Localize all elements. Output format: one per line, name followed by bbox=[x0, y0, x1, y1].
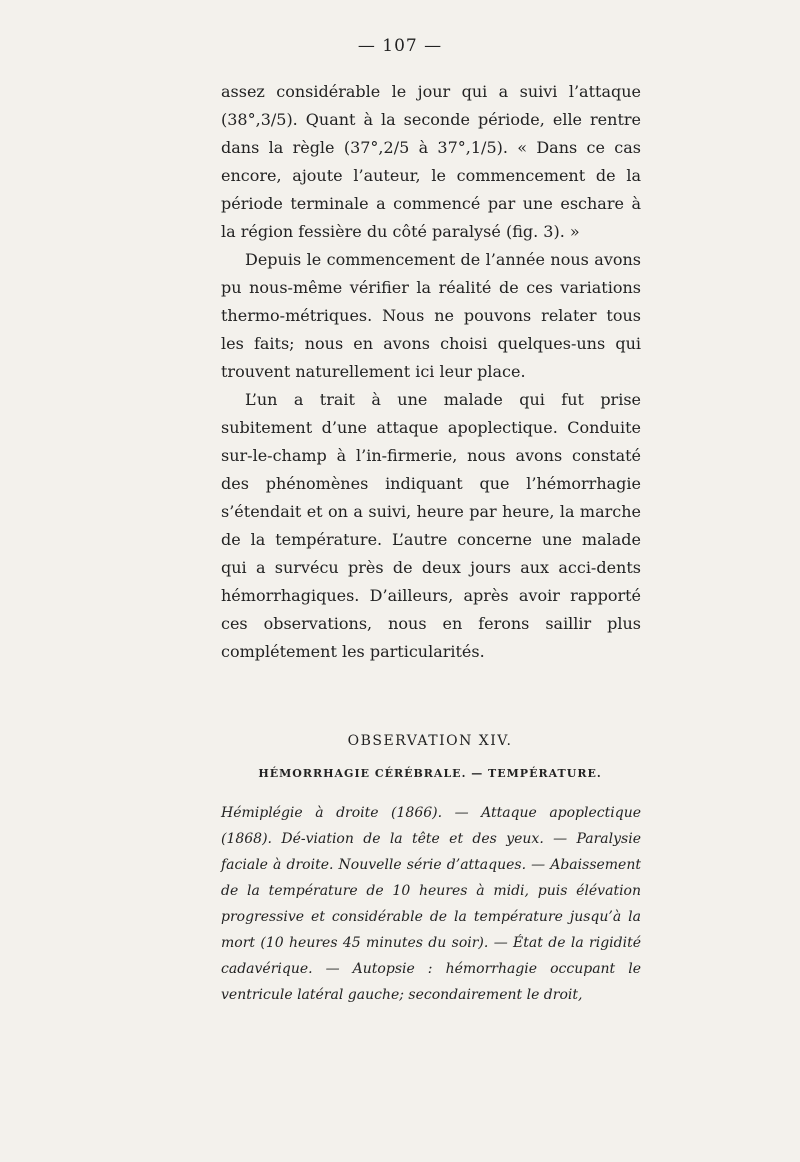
body-text bbox=[221, 78, 641, 666]
page-number: — 107 — bbox=[357, 36, 443, 56]
paragraph: Depuis le commencement de l’année nous avons pu nous-même vérifier la réalité de ces variations thermo-métriques. Nous ne pouvons relater tous les faits; nous en avons choisi quelques-uns qui trouvent naturellement ici leur place. bbox=[221, 250, 641, 381]
paragraph-continuation: assez considérable le jour qui a suivi l’attaque (38°,3/5). Quant à la seconde période, elle rentre dans la règle (37°,2/5 à 37°,1/5). « Dans ce cas encore, ajoute l’auteur, le commencement de la période terminale a commencé par une eschare à la région fessière du côté paralysé (fig. 3). » bbox=[221, 82, 641, 241]
observation-summary: Hémiplégie à droite (1866). — Attaque apoplectique (1868). Dé-viation de la tête et des yeux. — Paralysie faciale à droite. Nouvelle série d’attaques. — Abaissement de la température de 10 heures à midi, puis élévation progressive et considérable de la température jusqu’à la mort (10 heures 45 minutes du soir). — État de la rigidité cadavérique. — Autopsie : hémorrhagie occupant le ventricule latéral gauche; secondairement le droit, bbox=[221, 805, 641, 1003]
observation-subtitle: HÉMORRHAGIE CÉRÉBRALE. — TEMPÉRATURE. bbox=[258, 767, 602, 780]
paragraph: L’un a trait à une malade qui fut prise subitement d’une attaque apoplectique. Conduite sur-le-champ à l’in-firmerie, nous avons constaté des phénomènes indiquant que l’hémorrhagie s’étendait et on a suivi, heure par heure, la marche de la température. L’autre concerne une malade qui a survécu près de deux jours aux acci-dents hémorrhagiques. D’ailleurs, après avoir rapporté ces observations, nous en ferons saillir plus complétement les particularités. bbox=[221, 390, 641, 661]
observation-title: OBSERVATION XIV. bbox=[347, 733, 513, 749]
